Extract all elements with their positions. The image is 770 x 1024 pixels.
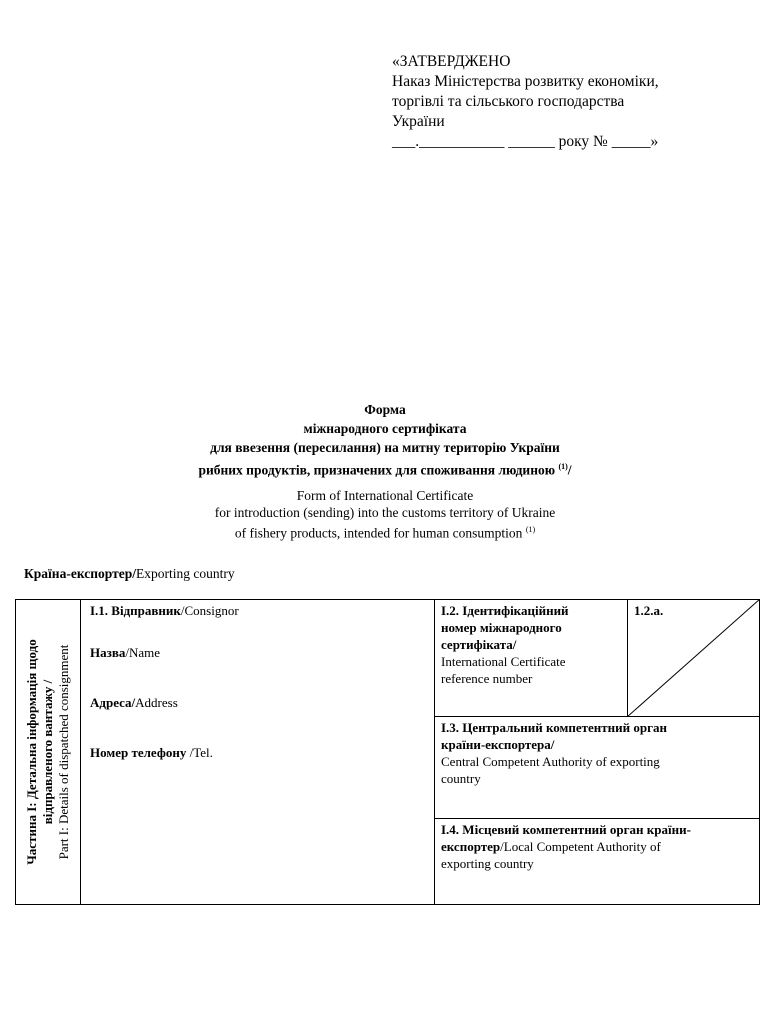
central-authority-ua-1: I.3. Центральний компетентний орган: [441, 720, 668, 735]
cert-ref-ua-2: номер міжнародного: [441, 620, 562, 635]
central-authority-en-2: country: [441, 771, 481, 786]
exporting-country-en: Exporting country: [136, 566, 235, 581]
title-en-3: [0, 521, 770, 542]
consignor-cell: [90, 602, 425, 761]
consignor-name-label: [90, 644, 425, 661]
cert-ref-en-2: reference number: [441, 671, 533, 686]
field-12a-cell: [634, 602, 663, 619]
consignor-title: [90, 602, 425, 619]
cert-ref-en-1: International Certificate: [441, 654, 566, 669]
title-en-2: for introduction (sending) into the customs territory of Ukraine: [214, 504, 556, 520]
cert-ref-ua-1: I.2. Ідентифікаційний: [441, 603, 569, 618]
consignor-title-en: /Consignor: [180, 603, 239, 618]
approval-line-1: «ЗАТВЕРДЖЕНО: [392, 53, 511, 70]
central-authority-en-1: Central Competent Authority of exporting: [441, 754, 660, 769]
consignor-address-en: Address: [135, 695, 178, 710]
consignor-name-en: /Name: [125, 645, 161, 660]
table-border-bottom: [15, 904, 760, 905]
title-ua-3: для ввезення (пересилання) на митну територію України: [210, 440, 560, 455]
field-12a-label: 1.2.a.: [634, 603, 664, 618]
title-ua-2: міжнародного сертифіката: [303, 421, 467, 436]
side-label-ua-2: відправленого вантажу /: [39, 679, 55, 825]
local-authority-en-1: /Local Competent Authority of: [500, 839, 661, 854]
approval-line-5: ___.___________ ______ року № _____»: [392, 133, 659, 150]
title-en-3-text: of fishery products, intended for human consumption: [234, 525, 523, 540]
local-authority-ua-1: I.4. Місцевий компетентний орган країни-: [441, 822, 691, 837]
local-authority-cell: [441, 821, 756, 872]
consignor-name-ua: Назва: [90, 645, 126, 660]
title-ua-4-text: рибних продуктів, призначених для споживання людиною: [198, 462, 556, 478]
form-title: [0, 400, 770, 541]
side-label-ua-1: Частина I: Детальна інформація щодо: [23, 639, 39, 865]
exporting-country-label: [24, 566, 235, 582]
title-ua-4-slash: /: [567, 462, 572, 478]
title-ua-1: Форма: [364, 402, 406, 417]
cert-ref-ua-3: сертифіката/: [441, 637, 517, 652]
part1-side-label: [15, 599, 80, 905]
local-authority-en-2: exporting country: [441, 856, 534, 871]
consignor-address-label: [90, 694, 425, 711]
table-row-divider-2: [434, 818, 760, 819]
title-en-1: Form of International Certificate: [296, 487, 474, 503]
cert-reference-cell: [441, 602, 626, 687]
central-authority-ua-2: країни-експортера/: [441, 737, 555, 752]
consignor-tel-en: /Tel.: [186, 745, 213, 760]
approval-line-2: Наказ Міністерства розвитку економіки,: [392, 73, 659, 90]
central-authority-cell: [441, 719, 756, 787]
exporting-country-ua: Країна-експортер/: [24, 566, 136, 581]
consignor-title-ua: I.1. Відправник: [90, 603, 181, 618]
title-ua-4: [0, 457, 770, 480]
approval-stamp: [392, 52, 752, 152]
local-authority-ua-2: експортер: [441, 839, 501, 854]
side-label-en: Part I: Details of dispatched consignment: [55, 644, 71, 860]
approval-line-4: України: [392, 113, 445, 130]
title-ua-4-footnote: (1): [558, 462, 568, 471]
approval-line-3: торгівлі та сільського господарства: [392, 93, 625, 110]
consignor-tel-ua: Номер телефону: [90, 745, 187, 760]
consignor-address-ua: Адреса/: [90, 695, 136, 710]
consignor-tel-label: [90, 744, 425, 761]
table-divider-middle: [434, 599, 435, 905]
table-divider-side: [80, 599, 81, 905]
title-en-3-footnote: (1): [525, 524, 536, 534]
